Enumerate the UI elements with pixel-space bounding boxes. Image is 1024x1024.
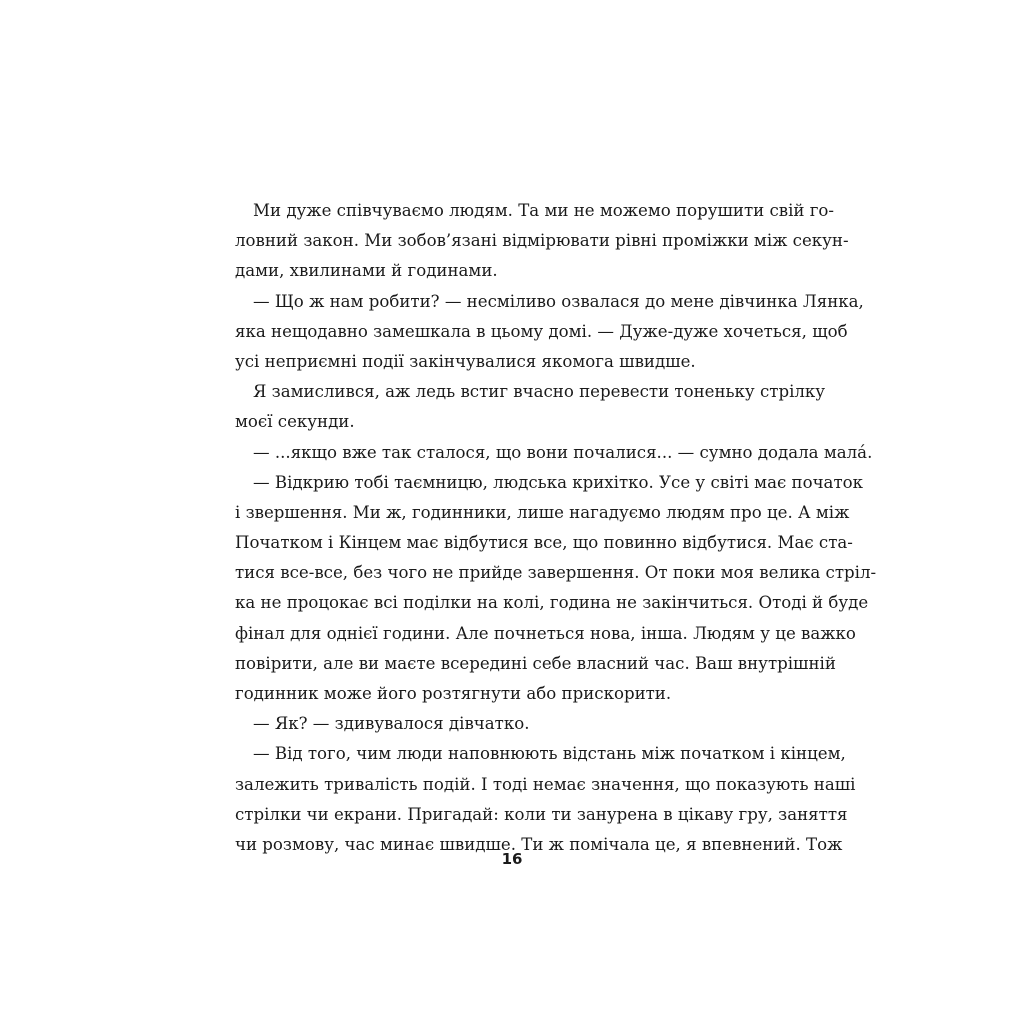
text-line: повірити, але ви маєте всередині себе власний час. Ваш внутрішній (235, 653, 836, 673)
text-line: залежить тривалість подій. І тоді немає значення, що показують наші (235, 774, 856, 794)
text-line: стрілки чи екрани. Пригадай: коли ти занурена в цікаву гру, заняття (235, 804, 848, 824)
text-line: — Від того, чим люди наповнюють відстань між початком і кінцем, (253, 744, 846, 764)
text-line: тися все-все, без чого не прийде завершення. От поки моя велика стріл- (235, 563, 877, 583)
text-line: і звершення. Ми ж, годинники, лише нагадуємо людям про це. А між (235, 502, 850, 522)
text-line: — Відкрию тобі таємницю, людська крихітко. Усе у світі має початок (253, 472, 863, 492)
text-line: — Як? — здивувалося дівчатко. (253, 714, 530, 734)
page-number: 16 (501, 850, 523, 868)
text-line: фінал для однієї години. Але почнеться нова, інша. Людям у це важко (235, 623, 856, 643)
text-line: — ...якщо вже так сталося, що вони почалися... — сумно додала малá. (253, 442, 873, 462)
text-line: Ми дуже співчуваємо людям. Та ми не можемо порушити свій го- (253, 201, 835, 220)
text-line: усі неприємні події закінчувалися якомога швидше. (235, 351, 696, 371)
text-line: яка нещодавно замешкала в цьому домі. — Дуже-дуже хочеться, щоб (235, 321, 848, 341)
text-line: ловний закон. Ми зобов’язані відмірювати рівні проміжки між секун- (235, 231, 849, 251)
text-line: годинник може його розтягнути або прискорити. (235, 684, 672, 703)
text-line: Початком і Кінцем має відбутися все, що повинно відбутися. Має ста- (235, 533, 853, 553)
text-line: дами, хвилинами й годинами. (235, 261, 498, 281)
text-line: чи розмову, час минає швидше. Ти ж помічала це, я впевнений. Тож (235, 834, 843, 854)
text-line: Я замислився, аж ледь встиг вчасно перевести тоненьку стрілку (253, 382, 826, 402)
text-line: — Що ж нам робити? — несміливо озвалася до мене дівчинка Лянка, (253, 291, 864, 311)
text-line: ка не процокає всі поділки на колі, година не закінчиться. Отоді й буде (235, 593, 869, 613)
body-text (235, 196, 877, 860)
text-line: моєї секунди. (235, 412, 355, 432)
